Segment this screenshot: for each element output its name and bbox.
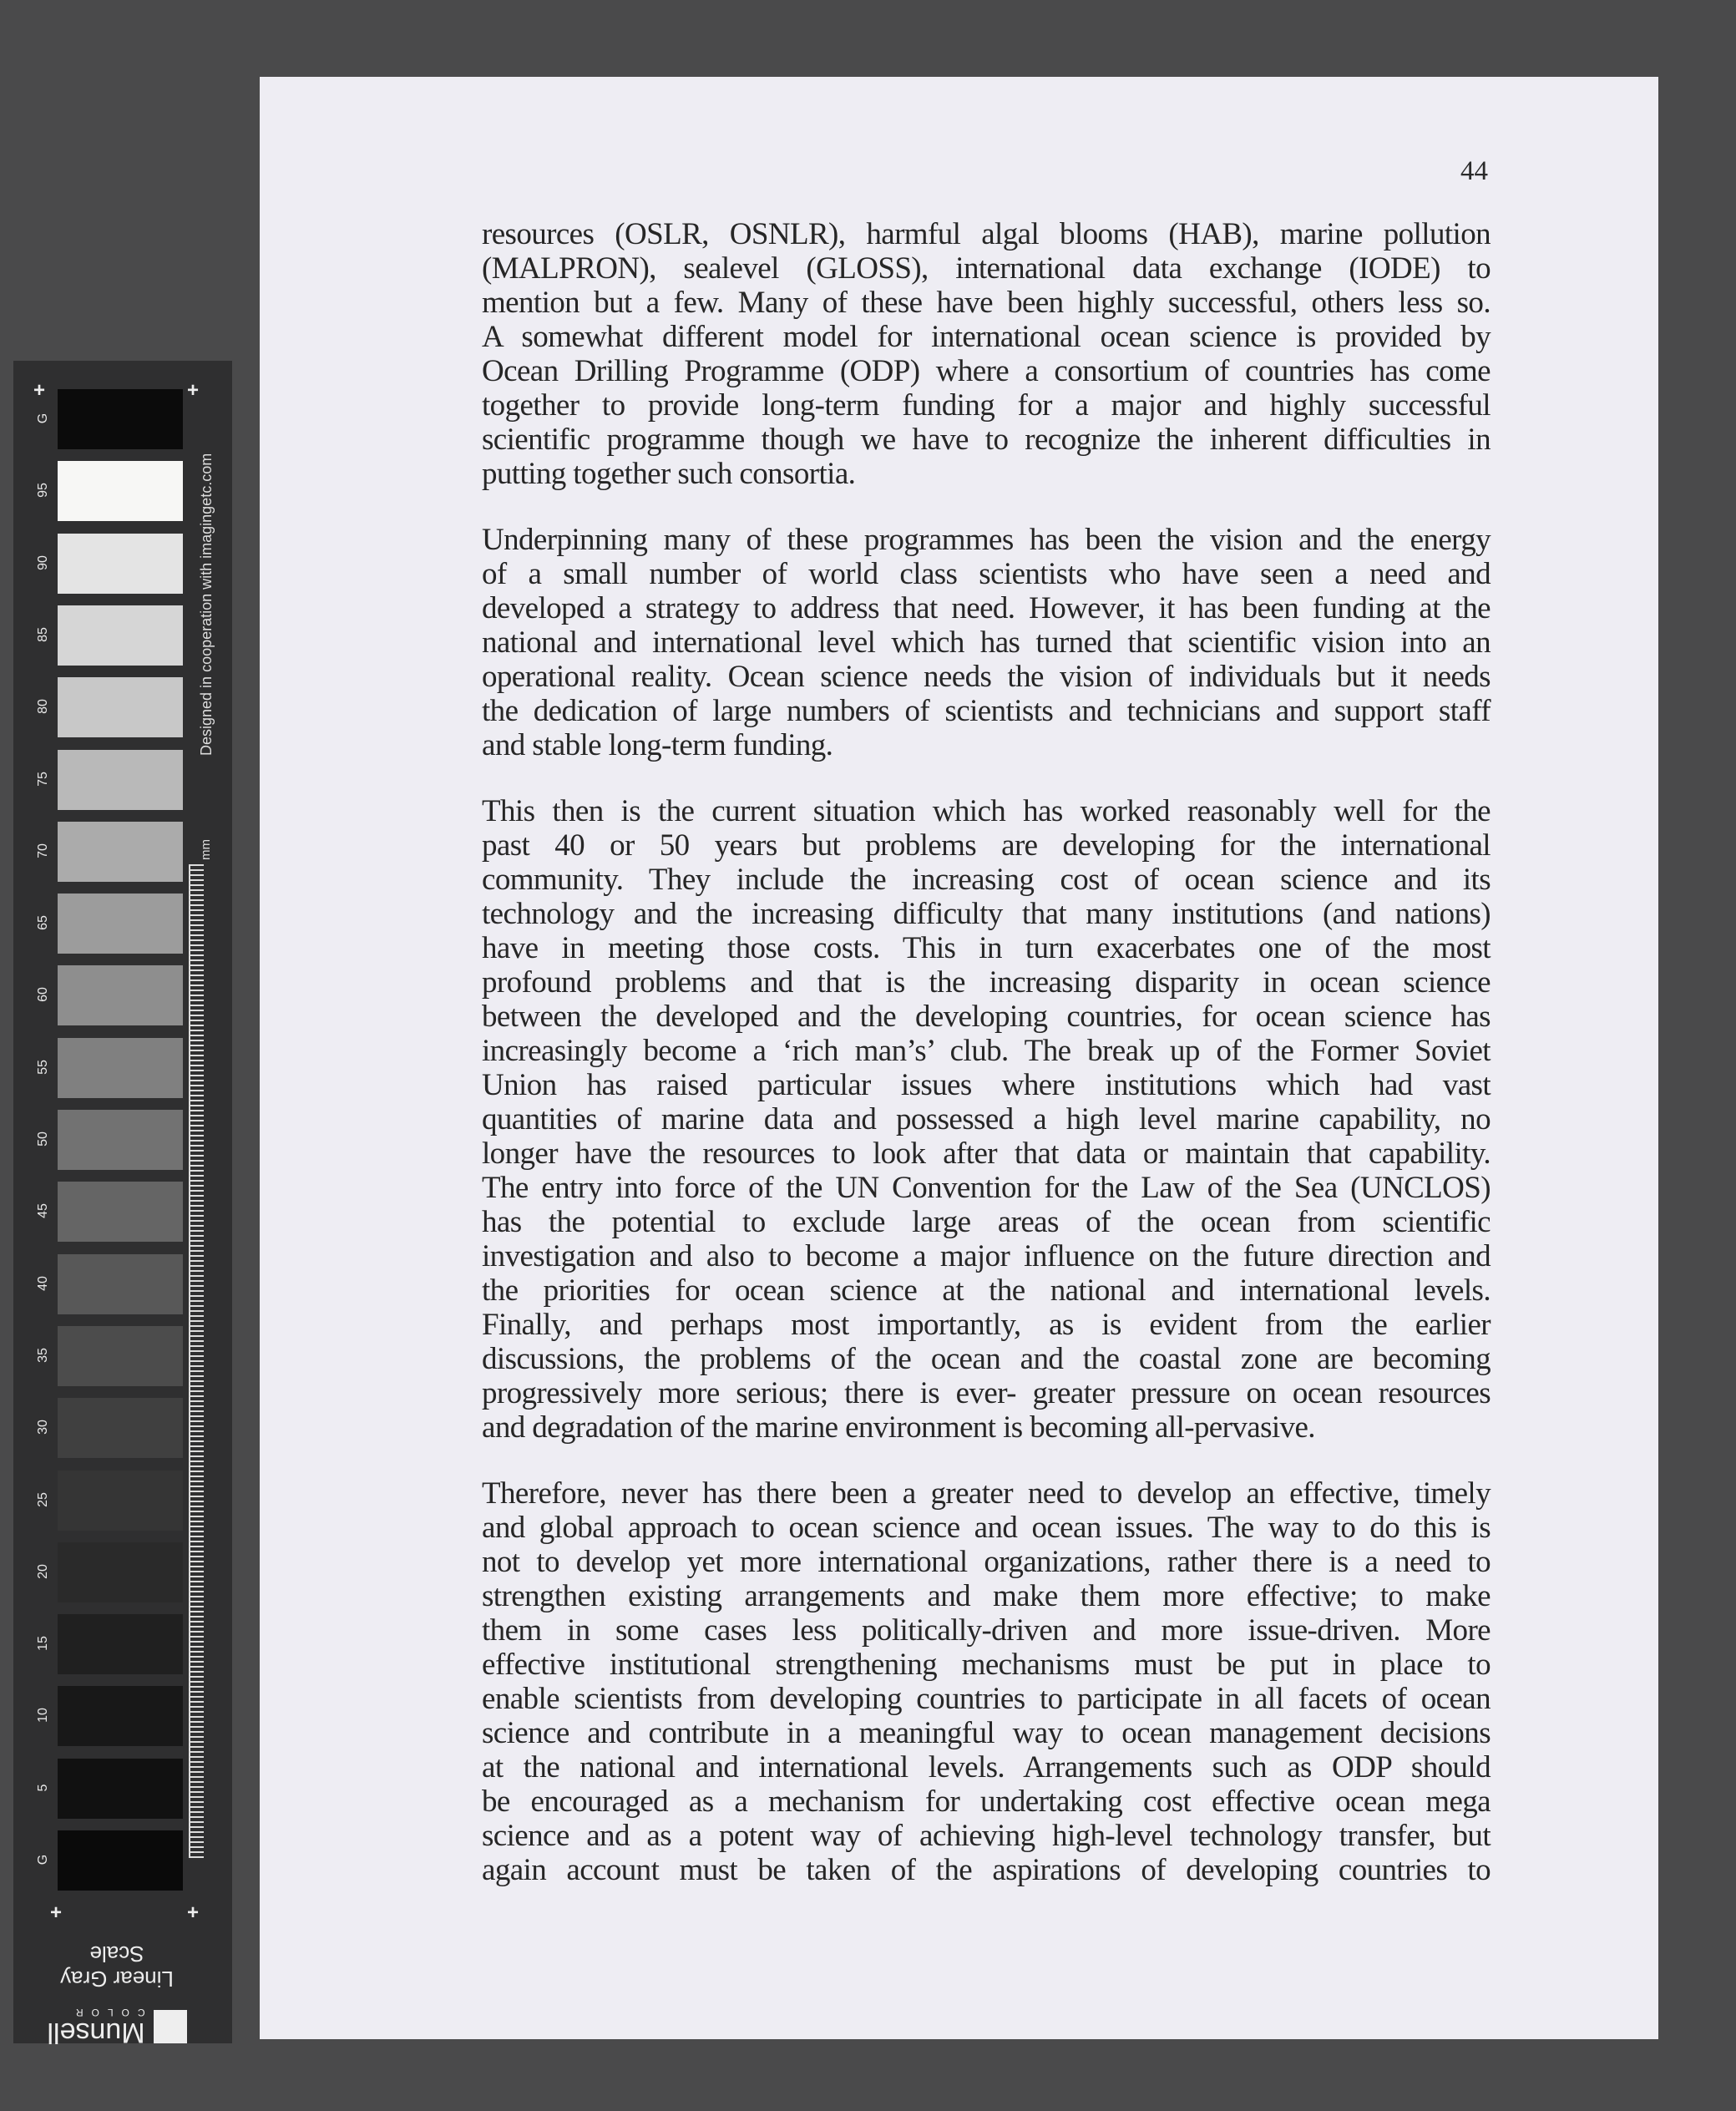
text-line: putting together such consortia. bbox=[482, 457, 856, 491]
text-line: community. They include the increasing cost of ocean science and its bbox=[482, 863, 1491, 897]
registration-mark-icon: + bbox=[187, 1901, 200, 1924]
text-line: not to develop yet more international organizations, rather there is a need to bbox=[482, 1545, 1491, 1579]
text-line: at the national and international levels. Arrangements such as ODP should bbox=[482, 1750, 1491, 1784]
text-line: them in some cases less politically-driven and more issue-driven. More bbox=[482, 1613, 1491, 1648]
text-line: profound problems and that is the increasing disparity in ocean science bbox=[482, 965, 1491, 1000]
text-line: between the developed and the developing countries, for ocean science has bbox=[482, 1000, 1491, 1034]
text-line: developed a strategy to address that need. However, it has been funding at the bbox=[482, 591, 1491, 625]
paragraph bbox=[482, 1476, 1491, 1887]
text-line: has the potential to exclude large areas of the ocean from scientific bbox=[482, 1205, 1491, 1239]
text-line: Underpinning many of these programmes has been the vision and the energy bbox=[482, 523, 1491, 557]
text-line: Therefore, never has there been a greater need to develop an effective, timely bbox=[482, 1476, 1491, 1511]
text-line: quantities of marine data and possessed a high level marine capability, no bbox=[482, 1102, 1491, 1136]
gray-patch bbox=[58, 461, 183, 521]
text-line: This then is the current situation which has worked reasonably well for the bbox=[482, 794, 1491, 828]
text-line: progressively more serious; there is ever- greater pressure on ocean resources bbox=[482, 1376, 1491, 1410]
text-line: strengthen existing arrangements and make them more effective; to make bbox=[482, 1579, 1491, 1613]
gray-patch bbox=[58, 1398, 183, 1458]
text-line: Finally, and perhaps most importantly, as is evident from the earlier bbox=[482, 1308, 1491, 1342]
text-line: investigation and also to become a major influence on the future direction and bbox=[482, 1239, 1491, 1273]
gray-patch-label: 55 bbox=[36, 1059, 50, 1075]
mm-ruler bbox=[189, 864, 214, 1858]
text-line: the priorities for ocean science at the national and international levels. bbox=[482, 1273, 1491, 1308]
gray-patch bbox=[58, 1254, 183, 1314]
text-line: longer have the resources to look after that data or maintain that capability. bbox=[482, 1136, 1491, 1171]
gray-patch bbox=[58, 894, 183, 954]
registration-mark-icon: + bbox=[187, 379, 200, 402]
paragraph bbox=[482, 217, 1491, 491]
gray-patch bbox=[58, 677, 183, 737]
gray-patch-label: 10 bbox=[36, 1708, 50, 1724]
gray-patch bbox=[58, 389, 183, 449]
text-line: the dedication of large numbers of scientists and technicians and support staff bbox=[482, 694, 1491, 728]
text-line: technology and the increasing difficulty that many institutions (and nations) bbox=[482, 897, 1491, 931]
text-line: Ocean Drilling Programme (ODP) where a consortium of countries has come bbox=[482, 354, 1491, 388]
paragraph bbox=[482, 794, 1491, 1445]
gray-patch bbox=[58, 534, 183, 594]
gray-patch bbox=[58, 1038, 183, 1098]
text-line: (MALPRON), sealevel (GLOSS), international data exchange (IODE) to bbox=[482, 251, 1491, 286]
gray-patch bbox=[58, 1182, 183, 1242]
gray-patch bbox=[58, 1326, 183, 1386]
text-line: of a small number of world class scientists who have seen a need and bbox=[482, 557, 1491, 591]
gray-patch bbox=[58, 605, 183, 666]
gray-patch bbox=[58, 1759, 183, 1819]
brand-sub: COLOR bbox=[67, 2007, 145, 2018]
munsell-brand bbox=[33, 1941, 200, 2047]
ruler-edge bbox=[189, 864, 190, 1858]
text-line: scientific programme though we have to recognize the inherent difficulties in bbox=[482, 423, 1491, 457]
gray-patch-label: 90 bbox=[36, 554, 50, 570]
text-line: operational reality. Ocean science needs the vision of individuals but it needs bbox=[482, 660, 1491, 694]
gray-patch-label: 30 bbox=[36, 1420, 50, 1435]
registration-mark-icon: + bbox=[50, 1901, 63, 1924]
text-line: past 40 or 50 years but problems are developing for the international bbox=[482, 828, 1491, 863]
document-page bbox=[260, 77, 1658, 2039]
gray-patch-label: 60 bbox=[36, 987, 50, 1003]
text-line: science and contribute in a meaningful way to ocean management decisions bbox=[482, 1716, 1491, 1750]
text-line: enable scientists from developing countries to participate in all facets of ocean bbox=[482, 1682, 1491, 1716]
text-line: mention but a few. Many of these have been highly successful, others less so. bbox=[482, 286, 1491, 320]
gray-patch-label: 20 bbox=[36, 1563, 50, 1579]
text-line: A somewhat different model for international ocean science is provided by bbox=[482, 320, 1491, 354]
text-line: discussions, the problems of the ocean and the coastal zone are becoming bbox=[482, 1342, 1491, 1376]
gray-patch-label: 15 bbox=[36, 1636, 50, 1651]
gray-patch-label: 35 bbox=[36, 1348, 50, 1363]
text-line: and stable long-term funding. bbox=[482, 728, 833, 762]
paragraph bbox=[482, 523, 1491, 762]
text-line: have in meeting those costs. This in turn exacerbates one of the most bbox=[482, 931, 1491, 965]
gray-patch-label: 80 bbox=[36, 699, 50, 715]
gray-patch-label: 85 bbox=[36, 627, 50, 642]
gray-patch bbox=[58, 1830, 183, 1891]
gray-patch-label: G bbox=[36, 413, 50, 424]
munsell-logo-icon bbox=[154, 2010, 187, 2043]
registration-mark-icon: + bbox=[33, 379, 46, 402]
munsell-wordmark bbox=[33, 2007, 200, 2047]
text-line: and degradation of the marine environment is becoming all-pervasive. bbox=[482, 1410, 1315, 1445]
gray-patch-label: 50 bbox=[36, 1131, 50, 1147]
scale-title: Linear Gray Scale bbox=[60, 1941, 174, 1992]
text-line: increasingly become a ‘rich man’s’ club. The break up of the Former Soviet bbox=[482, 1034, 1491, 1068]
page-body bbox=[482, 217, 1491, 1919]
text-line: and global approach to ocean science and ocean issues. The way to do this is bbox=[482, 1511, 1491, 1545]
gray-patch bbox=[58, 1471, 183, 1531]
gray-patch-label: G bbox=[36, 1854, 50, 1865]
gray-patch-label: 45 bbox=[36, 1203, 50, 1219]
gray-patch-label: 65 bbox=[36, 915, 50, 930]
brand-name: Munsell bbox=[47, 2017, 145, 2048]
ruler-unit: mm bbox=[199, 839, 213, 860]
gray-patch bbox=[58, 965, 183, 1025]
gray-patch-label: 70 bbox=[36, 843, 50, 858]
gray-patch-label: 5 bbox=[36, 1784, 50, 1792]
text-line: effective institutional strengthening mechanisms must be put in place to bbox=[482, 1648, 1491, 1682]
text-line: national and international level which has turned that scientific vision into an bbox=[482, 625, 1491, 660]
text-line: again account must be taken of the aspirations of developing countries to bbox=[482, 1853, 1491, 1887]
text-line: resources (OSLR, OSNLR), harmful algal blooms (HAB), marine pollution bbox=[482, 217, 1491, 251]
gray-patch bbox=[58, 1542, 183, 1602]
gray-patch bbox=[58, 1110, 183, 1170]
gray-patch bbox=[58, 1614, 183, 1674]
text-line: together to provide long-term funding for a major and highly successful bbox=[482, 388, 1491, 423]
gray-patch-label: 75 bbox=[36, 771, 50, 787]
text-line: science and as a potent way of achieving high-level technology transfer, but bbox=[482, 1819, 1491, 1853]
credit-text: Designed in cooperation with imagingetc.com bbox=[198, 453, 215, 756]
gray-patch-label: 95 bbox=[36, 483, 50, 499]
text-line: Union has raised particular issues where institutions which had vast bbox=[482, 1068, 1491, 1102]
gray-patch-label: 40 bbox=[36, 1275, 50, 1291]
text-line: The entry into force of the UN Convention for the Law of the Sea (UNCLOS) bbox=[482, 1171, 1491, 1205]
gray-patch bbox=[58, 750, 183, 810]
gray-patch bbox=[58, 1686, 183, 1746]
gray-patch-label: 25 bbox=[36, 1491, 50, 1507]
page-number: 44 bbox=[1460, 156, 1488, 186]
text-line: be encouraged as a mechanism for undertaking cost effective ocean mega bbox=[482, 1784, 1491, 1819]
gray-patch bbox=[58, 822, 183, 882]
